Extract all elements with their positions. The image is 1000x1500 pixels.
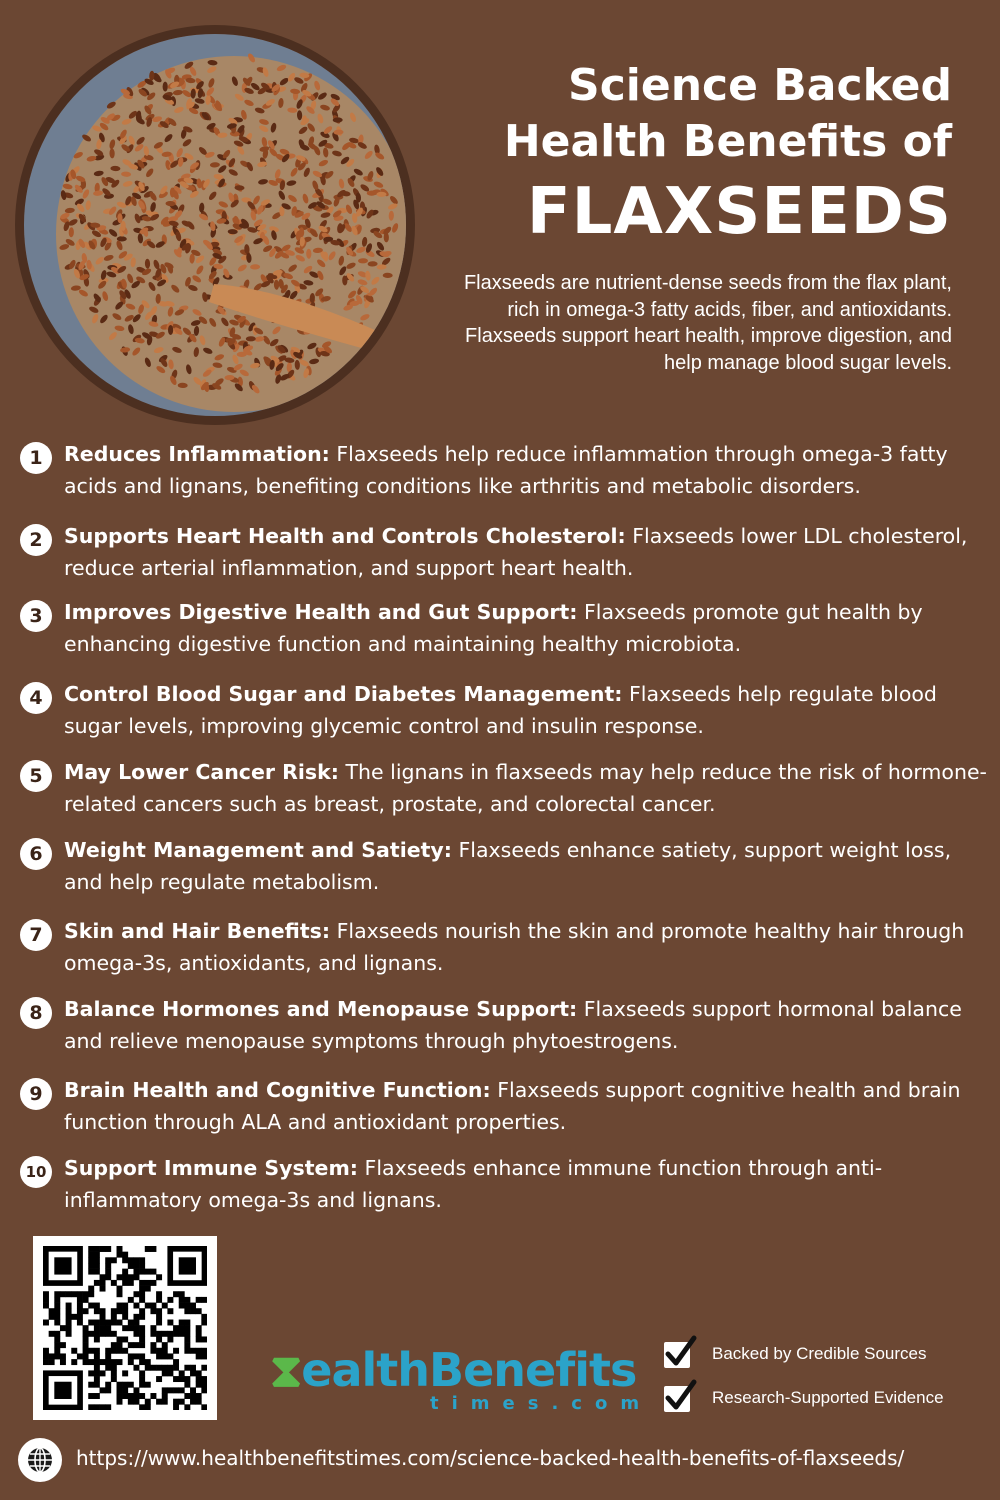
source-url-link[interactable]: https://www.healthbenefitstimes.com/science-backed-health-benefits-of-flaxseeds/ xyxy=(76,1446,905,1470)
benefit-title: Control Blood Sugar and Diabetes Management: xyxy=(64,682,623,706)
benefit-number: 5 xyxy=(20,760,52,792)
flaxseed-photo-frame xyxy=(15,25,415,425)
benefit-title: Support Immune System: xyxy=(64,1156,359,1180)
benefit-description: Flaxseeds promote gut health by enhancing digestive function and maintaining healthy microbiota. xyxy=(64,600,923,656)
benefit-number: 7 xyxy=(20,919,52,951)
benefit-description: Flaxseeds support hormonal balance and relieve menopause symptoms through phytoestrogens. xyxy=(64,997,962,1053)
benefit-number: 4 xyxy=(20,682,52,714)
benefit-description: Flaxseeds help reduce inflammation through omega-3 fatty acids and lignans, benefiting conditions like arthritis and metabolic disorders. xyxy=(64,442,948,498)
title-line-2: Health Benefits of xyxy=(503,116,952,167)
title-line-3: FLAXSEEDS xyxy=(526,175,952,249)
benefit-number: 2 xyxy=(20,524,52,556)
source-url-row xyxy=(18,1438,988,1482)
check-item xyxy=(660,1338,990,1374)
benefit-number: 8 xyxy=(20,997,52,1029)
health-benefits-times-logo[interactable] xyxy=(270,1343,653,1415)
globe-icon xyxy=(18,1438,62,1482)
benefit-title: Balance Hormones and Menopause Support: xyxy=(64,997,578,1021)
benefit-title: May Lower Cancer Risk: xyxy=(64,760,339,784)
benefit-description: Flaxseeds support cognitive health and brain function through ALA and antioxidant properties. xyxy=(64,1078,961,1134)
benefit-description: Flaxseeds enhance immune function through anti-inflammatory omega-3s and lignans. xyxy=(64,1156,883,1212)
qr-code-pattern xyxy=(43,1246,207,1410)
benefit-description: Flaxseeds lower LDL cholesterol, reduce arterial inflammation, and support heart health. xyxy=(64,524,968,580)
flaxseed-bowl-image xyxy=(24,34,406,416)
checkmark-icon xyxy=(662,1334,698,1370)
qr-code[interactable] xyxy=(33,1236,217,1420)
benefit-number: 10 xyxy=(20,1156,52,1188)
benefit-title: Brain Health and Cognitive Function: xyxy=(64,1078,491,1102)
benefit-number: 1 xyxy=(20,442,52,474)
check-item xyxy=(660,1382,990,1418)
benefit-title: Supports Heart Health and Controls Cholesterol: xyxy=(64,524,626,548)
benefit-description: Flaxseeds nourish the skin and promote healthy hair through omega-3s, antioxidants, and lignans. xyxy=(64,919,965,975)
title-line-1: Science Backed xyxy=(568,60,952,111)
checkmark-icon xyxy=(662,1378,698,1414)
benefit-number: 9 xyxy=(20,1078,52,1110)
check-label: Backed by Credible Sources xyxy=(712,1344,927,1363)
benefit-title: Reduces Inflammation: xyxy=(64,442,330,466)
logo-main-text: ealthBenefits xyxy=(301,1343,637,1397)
page-title xyxy=(432,58,952,254)
benefit-title: Weight Management and Satiety: xyxy=(64,838,452,862)
logo-sub-text: times.com xyxy=(430,1393,653,1414)
logo-h-mark: ⧗ xyxy=(270,1343,302,1397)
benefit-description: Flaxseeds enhance satiety, support weight loss, and help regulate metabolism. xyxy=(64,838,952,894)
benefit-title: Improves Digestive Health and Gut Support: xyxy=(64,600,578,624)
checkbox xyxy=(664,1386,690,1412)
benefit-description: Flaxseeds help regulate blood sugar levels, improving glycemic control and insulin response. xyxy=(64,682,937,738)
checkbox xyxy=(664,1342,690,1368)
check-label: Research-Supported Evidence xyxy=(712,1388,944,1407)
benefit-number: 6 xyxy=(20,838,52,870)
flaxseed-texture xyxy=(24,34,406,416)
benefit-description: The lignans in flaxseeds may help reduce the risk of hormone-related cancers such as breast, prostate, and colorectal cancer. xyxy=(64,760,987,816)
intro-paragraph: Flaxseeds are nutrient-dense seeds from the flax plant, rich in omega-3 fatty acids, fiber, and antioxidants. Flaxseeds support heart health, improve digestion, and help manage blood sugar levels. xyxy=(463,272,952,374)
benefit-title: Skin and Hair Benefits: xyxy=(64,919,331,943)
benefit-number: 3 xyxy=(20,600,52,632)
